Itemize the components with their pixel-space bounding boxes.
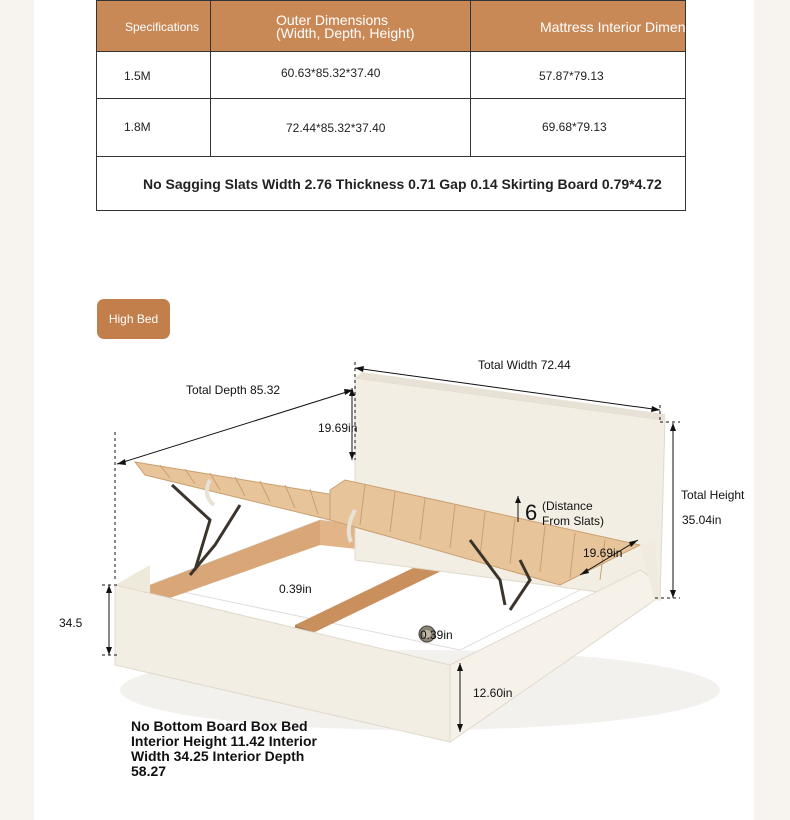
headboard-height-label: 19.69in [318, 421, 358, 435]
total-height-label: Total Height [681, 488, 745, 502]
total-depth-label: Total Depth 85.32 [186, 383, 281, 397]
total-height-value: 35.04in [682, 513, 722, 527]
board-thickness-center-label: 0.39in [420, 628, 453, 642]
slat-distance-label-1: (Distance [542, 499, 593, 513]
row-mattress-dimensions: 57.87*79.13 [539, 69, 604, 83]
header-mattress-dimensions: Mattress Interior Dimensions [540, 19, 719, 35]
high-bed-badge: High Bed [97, 299, 170, 339]
front-panel-height-label: 12.60in [473, 686, 513, 700]
row-outer-dimensions: 60.63*85.32*37.40 [281, 66, 381, 80]
row-mattress-dimensions: 69.68*79.13 [542, 120, 607, 134]
row-size: 1.8M [124, 120, 151, 134]
total-width-label: Total Width 72.44 [478, 358, 571, 372]
header-outer-dimensions: Outer Dimensions [276, 12, 389, 28]
slats-note: No Sagging Slats Width 2.76 Thickness 0.71 Gap 0.14 Skirting Board 0.79*4.72 [143, 176, 662, 192]
side-rail-width-label: 19.69in [583, 546, 623, 560]
box-bed-caption: No Bottom Board Box Bed Interior Height 11.42 Interior Width 34.25 Interior Depth 58.27 [131, 718, 317, 779]
slat-distance-value: 6 [525, 500, 538, 525]
bed-height-label: 34.5 [59, 616, 83, 630]
slat-distance-label-2: From Slats) [542, 514, 605, 528]
row-outer-dimensions: 72.44*85.32*37.40 [286, 121, 386, 135]
row-size: 1.5M [124, 69, 151, 83]
board-thickness-left-label: 0.39in [279, 582, 312, 596]
header-outer-dimensions-sub: (Width, Depth, Height) [276, 25, 415, 41]
header-specifications: Specifications [125, 20, 200, 34]
